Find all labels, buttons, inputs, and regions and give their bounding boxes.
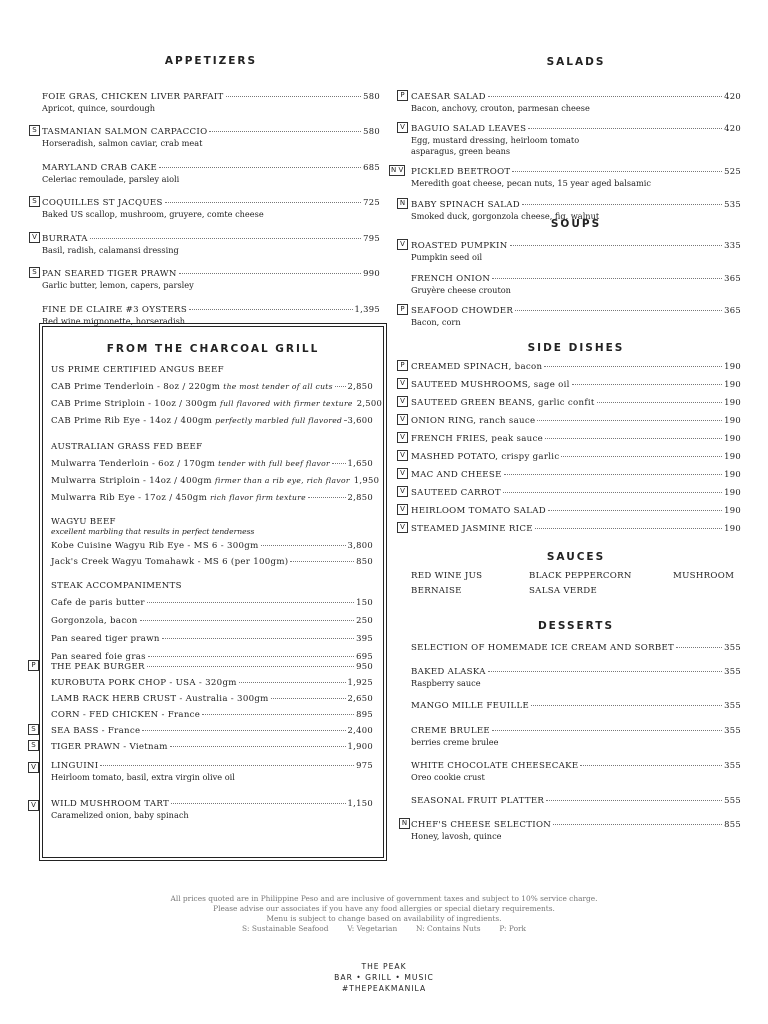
item-name: SELECTION OF HOMEMADE ICE CREAM AND SORBET [411, 643, 675, 653]
item-price: 685 [363, 162, 380, 172]
item-desc: Oreo cookie crust [411, 772, 485, 782]
wagyu-note: excellent marbling that results in perfect tenderness [51, 527, 255, 536]
item-name: MASHED POTATO, [411, 452, 499, 462]
item-desc: Raspberry sauce [411, 678, 481, 688]
item-price: 795 [363, 233, 380, 243]
item-desc: Meredith goat cheese, pecan nuts, 15 year aged balsamic [411, 178, 651, 188]
item-price: 1,900 [347, 741, 373, 751]
item-price: 3,800 [347, 540, 373, 550]
item-desc: Bacon, anchovy, crouton, parmesan cheese [411, 103, 590, 113]
item-name: Mulwarra Rib Eye - 17oz / 450gm [51, 493, 208, 503]
menu-item [401, 819, 741, 841]
item-price: 2,850 [347, 492, 373, 502]
desserts-section [401, 620, 741, 841]
menu-item [411, 642, 741, 653]
accompaniment-row [51, 597, 373, 608]
vegetarian-badge: V [397, 504, 408, 515]
accompaniment-row [51, 615, 373, 626]
item-note: full flavored with firmer texture [220, 399, 353, 408]
item-price: 725 [363, 197, 380, 207]
australian-beef-heading: AUSTRALIAN GRASS FED BEEF [51, 442, 203, 452]
menu-item [400, 91, 741, 113]
sauce-item: RED WINE JUS [411, 571, 483, 581]
item-name: SEASONAL FRUIT PLATTER [411, 796, 545, 806]
item-price: 990 [363, 268, 380, 278]
item-name: Jack's Creek Wagyu Tomahawk - MS 6 (per 100gm) [51, 557, 289, 567]
menu-item [31, 760, 373, 782]
appetizers-title: APPETIZERS [164, 55, 258, 67]
menu-item [51, 693, 373, 704]
item-price: 190 [724, 505, 741, 515]
seafood-badge: S [28, 724, 39, 735]
sauce-item: SALSA VERDE [529, 586, 598, 596]
desserts-title: DESSERTS [537, 620, 615, 632]
item-price: 190 [724, 523, 741, 533]
sauce-item: BERNAISE [411, 586, 462, 596]
item-price: 580 [363, 126, 380, 136]
item-name: Gorgonzola, bacon [51, 616, 138, 626]
menu-item [411, 795, 741, 806]
menu-item [32, 197, 380, 219]
item-desc: Red wine mignonette, horseradish [42, 316, 186, 326]
item-name: LINGUINI [51, 761, 99, 771]
item-price: 2,850 [347, 381, 373, 391]
item-name: MARYLAND CRAB CAKE [42, 163, 158, 173]
legend-line: S: Sustainable Seafood V: Vegetarian N: Contains Nuts P: Pork [241, 924, 527, 933]
item-price: 580 [363, 91, 380, 101]
sauce-item: BLACK PEPPERCORN [529, 571, 632, 581]
brand-tagline: BAR • GRILL • MUSIC [334, 973, 434, 982]
item-name: THE PEAK BURGER [51, 662, 145, 672]
item-name: ROASTED PUMPKIN [411, 241, 508, 251]
vegetarian-badge: V [397, 432, 408, 443]
item-name: SEAFOOD CHOWDER [411, 306, 514, 316]
pork-badge: P [397, 90, 408, 101]
seafood-badge: S [29, 196, 40, 207]
item-note: the most tender of all cuts [223, 382, 333, 391]
menu-item [31, 725, 373, 736]
menu-item [400, 523, 741, 534]
item-price: 3,600 [347, 415, 373, 425]
item-desc: Honey, lavosh, quince [411, 831, 502, 841]
vegetarian-badge: V [29, 232, 40, 243]
vegetarian-badge: V [397, 522, 408, 533]
item-price: 335 [724, 240, 741, 250]
item-name: WHITE CHOCOLATE CHEESECAKE [411, 761, 579, 771]
steak-row [51, 398, 383, 409]
seafood-badge: S [28, 740, 39, 751]
item-price: 1,150 [347, 798, 373, 808]
menu-item [31, 741, 373, 752]
item-name: COQUILLES ST JACQUES [42, 198, 163, 208]
menu-item [400, 123, 741, 156]
item-desc: Heirloom tomato, basil, extra virgin olive oil [51, 772, 235, 782]
nuts-badge: N [397, 198, 408, 209]
vegetarian-badge: V [397, 122, 408, 133]
item-desc: Egg, mustard dressing, heirloom tomato [411, 135, 580, 145]
side-dishes-title: SIDE DISHES [527, 342, 625, 354]
item-desc: Apricot, quince, sourdough [42, 103, 156, 113]
item-price: 355 [724, 700, 741, 710]
item-name: SAUTEED GREEN BEANS, [411, 398, 535, 408]
steak-row [51, 475, 380, 486]
vegetarian-badge: V [397, 486, 408, 497]
item-price: 190 [724, 379, 741, 389]
item-name: MANGO MILLE FEUILLE [411, 701, 530, 711]
steak-row [51, 381, 373, 392]
steak-row [51, 415, 373, 426]
steak-row [51, 492, 373, 503]
item-price: 1,395 [354, 304, 380, 314]
item-name: Pan seared foie gras [51, 652, 146, 662]
soups-section [400, 218, 741, 327]
item-note: rich flavor firm texture [210, 493, 306, 502]
item-name: BAKED ALASKA [411, 667, 486, 677]
item-price: 190 [724, 487, 741, 497]
brand-name: THE PEAK [361, 962, 407, 971]
item-price: 395 [356, 633, 373, 643]
item-price: 190 [724, 361, 741, 371]
vegetarian-badge: V [397, 396, 408, 407]
item-name: TASMANIAN SALMON CARPACCIO [42, 127, 208, 137]
item-name: HEIRLOOM TOMATO SALAD [411, 506, 546, 516]
steak-row [51, 540, 373, 551]
menu-item [411, 725, 741, 747]
item-name: Mulwarra Tenderloin - 6oz / 170gm [51, 459, 216, 469]
item-name: CAESAR SALAD [411, 92, 486, 102]
item-name: Kobe Cuisine Wagyu Rib Eye - MS 6 - 300gm [51, 541, 259, 551]
item-name: TIGER PRAWN - Vietnam [51, 742, 168, 752]
item-price: 2,500 [356, 398, 383, 408]
menu-item [411, 273, 741, 295]
item-name: CAB Prime Tenderloin - 8oz / 220gm [51, 382, 221, 392]
menu-item [400, 469, 741, 480]
item-price: 950 [356, 661, 373, 671]
menu-item [400, 433, 741, 444]
item-price: 355 [724, 760, 741, 770]
item-price: 365 [724, 273, 741, 283]
item-price: 190 [724, 433, 741, 443]
item-desc: Garlic butter, lemon, capers, parsley [42, 280, 194, 290]
menu-item [391, 166, 741, 188]
item-desc: Smoked duck, gorgonzola cheese, fig, walnut [411, 211, 600, 221]
item-name: ONION RING, [411, 416, 477, 426]
item-name: CHEF'S CHEESE SELECTION [411, 820, 552, 830]
item-price: 355 [724, 642, 741, 652]
item-name: CREME BRULEE [411, 726, 491, 736]
item-note: firmer than a rib eye, rich flavor [214, 476, 350, 485]
item-price: 555 [724, 795, 741, 805]
menu-item [400, 415, 741, 426]
item-extra: ranch sauce [479, 416, 536, 426]
menu-item [51, 709, 373, 720]
item-price: 420 [724, 91, 741, 101]
item-name: SAUTEED CARROT [411, 488, 501, 498]
item-price: 355 [724, 725, 741, 735]
sauces-title: SAUCES [546, 551, 606, 563]
item-name: PICKLED BEETROOT [411, 167, 511, 177]
footer-line: Please advise our associates if you have any food allergies or special dietary requirements. [213, 904, 555, 913]
item-price: 1,925 [347, 677, 373, 687]
item-name: Pan seared tiger prawn [51, 634, 160, 644]
item-price: 150 [356, 597, 373, 607]
item-desc: Bacon, corn [411, 317, 461, 327]
menu-item [42, 91, 380, 113]
item-desc: Celeriac remoulade, parsley aioli [42, 174, 180, 184]
salads-title: SALADS [546, 56, 606, 68]
item-desc: Gruyère cheese crouton [411, 285, 511, 295]
item-price: 190 [724, 451, 741, 461]
item-name: STEAMED JASMINE RICE [411, 524, 533, 534]
item-price: 535 [724, 199, 741, 209]
item-note: perfectly marbled full flavored [215, 416, 343, 425]
item-price: 355 [724, 666, 741, 676]
item-extra: bacon [514, 362, 543, 372]
footer-line: Menu is subject to change based on availability of ingredients. [266, 914, 502, 923]
item-extra: peak sauce [491, 434, 544, 444]
item-desc: Baked US scallop, mushroom, gruyere, comte cheese [42, 209, 264, 219]
item-desc: Basil, radish, calamansi dressing [42, 245, 179, 255]
item-price: 420 [724, 123, 741, 133]
item-price: 855 [724, 819, 741, 829]
appetizers-section [32, 55, 380, 326]
menu-item [411, 760, 741, 782]
menu-item [51, 677, 373, 688]
item-name: FRENCH ONION [411, 274, 491, 284]
wagyu-heading: WAGYU BEEF [51, 517, 116, 527]
item-name: CREAMED SPINACH, [411, 362, 512, 372]
menu-item [42, 162, 380, 184]
item-price: 190 [724, 415, 741, 425]
item-name: BAGUIO SALAD LEAVES [411, 124, 527, 134]
seafood-badge: S [29, 125, 40, 136]
menu-item [400, 361, 741, 372]
item-name: WILD MUSHROOM TART [51, 799, 169, 809]
item-price: 895 [356, 709, 373, 719]
item-name: Cafe de paris butter [51, 598, 145, 608]
item-price: 365 [724, 305, 741, 315]
menu-item [400, 305, 741, 327]
item-name: FRENCH FRIES, [411, 434, 489, 444]
menu-item [400, 397, 741, 408]
sauce-item: MUSHROOM [673, 571, 735, 581]
nuts-badge: N [399, 818, 410, 829]
menu-item [411, 666, 741, 688]
item-name: BURRATA [42, 234, 88, 244]
item-desc: berries creme brulee [411, 737, 499, 747]
item-desc: Horseradish, salmon caviar, crab meat [42, 138, 203, 148]
menu-item [32, 268, 380, 290]
item-price: 250 [356, 615, 373, 625]
item-name: CORN - FED CHICKEN - France [51, 710, 201, 720]
us-beef-heading: US PRIME CERTIFIED ANGUS BEEF [51, 365, 224, 375]
footer-notes [0, 894, 768, 934]
soups-title: SOUPS [550, 218, 602, 230]
menu-item [32, 233, 380, 255]
menu-item [400, 505, 741, 516]
item-name: FOIE GRAS, CHICKEN LIVER PARFAIT [42, 92, 224, 102]
item-price: 2,650 [347, 693, 373, 703]
vegetarian-badge: V [397, 378, 408, 389]
seafood-badge: S [29, 267, 40, 278]
item-extra: crispy garlic [501, 452, 560, 462]
vegetarian-badge: V [397, 414, 408, 425]
item-name: LAMB RACK HERB CRUST - Australia - 300gm [51, 694, 269, 704]
item-name: CAB Prime Striploin - 10oz / 300gm [51, 399, 217, 409]
menu-item [42, 304, 380, 326]
sauces-section [411, 551, 741, 601]
vegetarian-badge: V [397, 239, 408, 250]
item-price: 190 [724, 397, 741, 407]
menu-item [31, 798, 373, 820]
item-price: 1,650 [347, 458, 373, 468]
footer-line: All prices quoted are in Philippine Peso and are inclusive of government taxes and subject to 10% service charge. [170, 894, 598, 903]
item-name: SAUTEED MUSHROOMS, [411, 380, 531, 390]
item-name: KUROBUTA PORK CHOP - USA - 320gm [51, 678, 237, 688]
charcoal-grill-box [31, 326, 384, 858]
vegetarian-badge: V [28, 800, 39, 811]
brand-block [0, 961, 768, 994]
menu-item [411, 700, 741, 711]
item-name: Mulwarra Striploin - 14oz / 400gm [51, 476, 212, 486]
item-price: 850 [356, 556, 373, 566]
item-name: PAN SEARED TIGER PRAWN [42, 269, 177, 279]
salads-section [391, 56, 741, 221]
item-desc: asparagus, green beans [411, 146, 511, 156]
menu-item [400, 487, 741, 498]
menu-item [400, 451, 741, 462]
item-name: CAB Prime Rib Eye - 14oz / 400gm [51, 416, 213, 426]
item-name: SEA BASS - France [51, 726, 141, 736]
item-name: MAC AND CHEESE [411, 470, 502, 480]
item-price: 2,400 [347, 725, 373, 735]
item-name: FINE DE CLAIRE #3 OYSTERS [42, 305, 188, 315]
menu-item [400, 240, 741, 262]
item-extra: sage oil [533, 380, 570, 390]
item-price: 975 [356, 760, 373, 770]
vegetarian-badge: V [28, 762, 39, 773]
brand-hashtag: #THEPEAKMANILA [341, 984, 427, 993]
side-dishes-section [400, 342, 741, 534]
accompaniment-row [51, 633, 373, 644]
item-name: BABY SPINACH SALAD [411, 200, 520, 210]
item-price: 190 [724, 469, 741, 479]
menu-item [31, 661, 373, 672]
pork-badge: P [397, 360, 408, 371]
item-price: 1,950 [353, 475, 380, 485]
item-price: 525 [724, 166, 741, 176]
item-note: tender with full beef flavor [218, 459, 330, 468]
steak-row [51, 556, 373, 567]
vegetarian-badge: V [397, 468, 408, 479]
pork-badge: P [28, 660, 39, 671]
nuts-vegetarian-badge: N V [391, 166, 404, 174]
menu-item [400, 379, 741, 390]
item-extra: garlic confit [538, 398, 595, 408]
item-desc: Caramelized onion, baby spinach [51, 810, 189, 820]
item-desc: Pumpkin seed oil [411, 252, 483, 262]
steak-row [51, 458, 373, 469]
item-price: 695 [356, 651, 373, 661]
grill-title: FROM THE CHARCOAL GRILL [106, 343, 320, 355]
menu-item [32, 126, 380, 148]
vegetarian-badge: V [397, 450, 408, 461]
accompaniments-heading: STEAK ACCOMPANIMENTS [51, 581, 182, 591]
pork-badge: P [397, 304, 408, 315]
